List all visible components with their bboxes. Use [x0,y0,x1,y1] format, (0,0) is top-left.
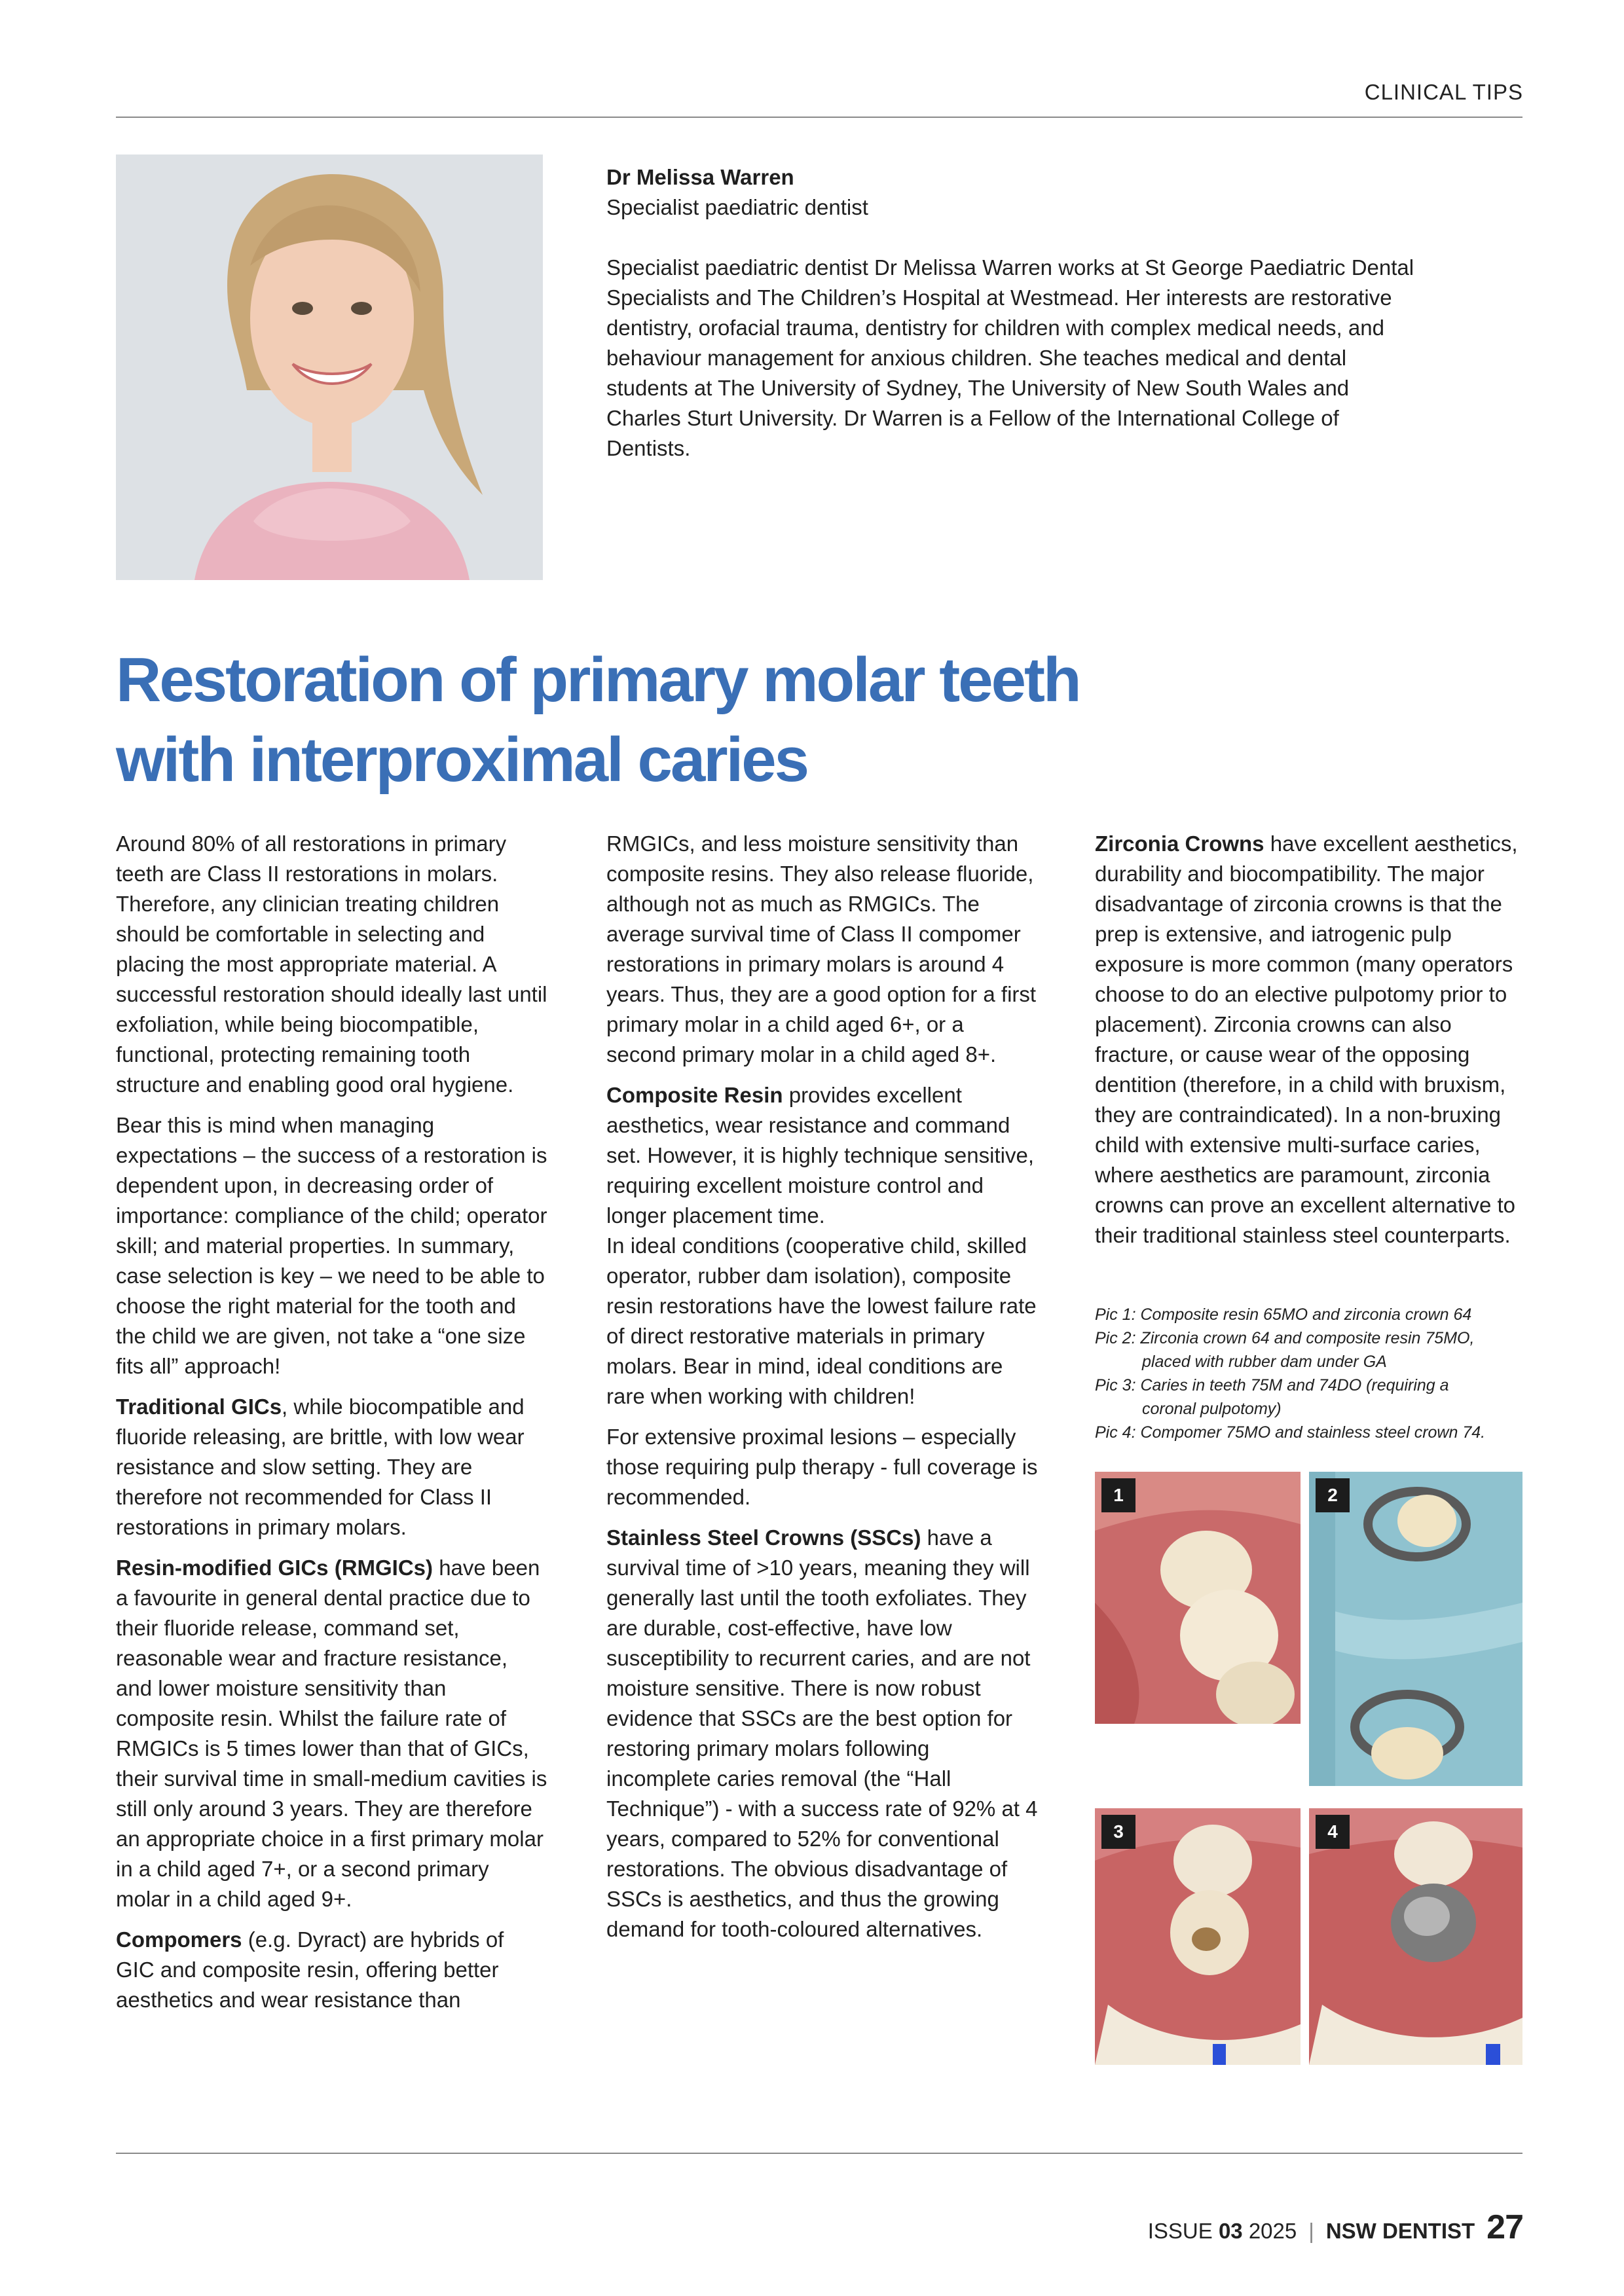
photo-number: 4 [1316,1815,1350,1849]
column-1 [116,829,548,2026]
clinical-photo-2 [1309,1472,1522,1786]
section-label: CLINICAL TIPS [1364,80,1523,104]
header-rule [116,117,1522,118]
caption-1: Pic 1: Composite resin 65MO and zirconia crown 64 [1095,1305,1472,1324]
clinical-photo-4 [1309,1808,1522,2065]
paragraph: Resin-modified GICs (RMGICs) have been a favourite in general dental practice due to their fluoride release, command set, reasonable wear and fracture resistance, and lower moisture sensitivity than composite resin. Whilst the failure rate of RMGICs is 5 times lower than that of GICs, their survival time in small-medium cavities is still only around 3 years. They are therefore an appropriate choice in a first primary molar in a child aged 7+, or a second primary molar in a child aged 9+. [116,1556,547,1911]
paragraph: Compomers (e.g. Dyract) are hybrids of GIC and composite resin, offering better aesthetics and wear resistance than [116,1927,504,2012]
paragraph: Zirconia Crowns have excellent aesthetics, durability and biocompatibility. The major disadvantage of zirconia crowns is that the prep is extensive, and iatrogenic pulp exposure is more common (many operators choose to do an elective pulpotomy prior to placement). Zirconia crowns can also fracture, or cause wear of the opposing dentition (therefore, in a child with bruxism, they are contraindicated). In a non-bruxing child with extensive multi-surface caries, where aesthetics are paramount, zirconia crowns can prove an excellent alternative to their traditional stainless steel counterparts. [1095,831,1518,1247]
term: Composite Resin [606,1083,783,1107]
paragraph: Traditional GICs, while biocompatible and fluoride releasing, are brittle, with low wear resistance and slow setting. They are therefore not recommended for Class II restorations in primary molars. [116,1394,525,1539]
article-title-line1: Restoration of primary molar teeth [116,645,1080,715]
photo-number: 3 [1101,1815,1135,1849]
author-bio [606,162,1418,464]
page-number: 27 [1486,2208,1523,2246]
term: Resin-modified GICs (RMGICs) [116,1556,434,1580]
term: Zirconia Crowns [1095,831,1264,856]
article-title [116,640,1164,800]
caption-3: Pic 3: Caries in teeth 75M and 74DO (requiring a [1095,1376,1449,1394]
author-role: Specialist paediatric dentist [606,195,868,219]
paragraph: Around 80% of all restorations in primary teeth are Class II restorations in molars. Therefore, any clinician treating children should be comfortable in selecting and placing the most appropriate material. A successful restoration should ideally last until exfoliation, while being biocompatible, functional, protecting remaining tooth structure and enabling good oral hygiene. [116,831,547,1097]
article-title-line2: with interproximal caries [116,725,808,795]
term: Stainless Steel Crowns (SSCs) [606,1525,921,1550]
issue-info: ISSUE 03 2025 [1147,2219,1297,2243]
caption-2: Pic 2: Zirconia crown 64 and composite resin 75MO, [1095,1329,1475,1347]
paragraph: Stainless Steel Crowns (SSCs) have a survival time of >10 years, meaning they will generally last until the tooth exfoliates. They are durable, cost-effective, have low susceptibility to recurrent caries, and are not moisture sensitive. There is now robust evidence that SSCs are the best option for restoring primary molars following incomplete caries removal (the “Hall Technique”) - with a success rate of 92% at 4 years, compared to 52% for conventional restorations. The obvious disadvantage of SSCs is aesthetics, and thus the growing demand for tooth-coloured alternatives. [606,1525,1038,1941]
page-footer [1148,2208,1523,2247]
paragraph: For extensive proximal lesions – especially those requiring pulp therapy - full coverage is recommended. [606,1425,1038,1509]
paragraph: In ideal conditions (cooperative child, skilled operator, rubber dam isolation), composite resin restorations have the lowest failure rate of direct restorative materials in primary molars. Bear in mind, ideal conditions are rare when working with children! [606,1233,1037,1408]
author-portrait [116,155,543,580]
footer-rule [116,2153,1522,2154]
column-2 [606,829,1039,1955]
term: Traditional GICs [116,1394,282,1419]
caption-3-cont: coronal pulpotomy) [1142,1400,1282,1418]
photo-number: 1 [1101,1478,1135,1512]
paragraph: Bear this is mind when managing expectations – the success of a restoration is dependent upon, in decreasing order of importance: compliance of the child; operator skill; and material properties. In summary, case selection is key – we need to be able to choose the right material for the tooth and the child we are given, not take a “one size fits all” approach! [116,1113,547,1378]
caption-4: Pic 4: Compomer 75MO and stainless steel crown 74. [1095,1423,1486,1442]
caption-2-cont: placed with rubber dam under GA [1142,1353,1387,1371]
footer-separator: | [1308,2219,1314,2243]
photo-number: 2 [1316,1478,1350,1512]
clinical-photo-1 [1095,1472,1301,1724]
clinical-photo-3 [1095,1808,1301,2065]
magazine-name: NSW DENTIST [1325,2219,1475,2243]
author-name: Dr Melissa Warren [606,165,794,189]
term: Compomers [116,1927,242,1952]
paragraph: Composite Resin provides excellent aesthetics, wear resistance and command set. However, it is highly technique sensitive, requiring excellent moisture control and longer placement time. [606,1083,1034,1228]
author-bio-text: Specialist paediatric dentist Dr Melissa Warren works at St George Paediatric Dental Specialists and The Children’s Hospital at Westmead. Her interests are restorative dentistry, orofacial trauma, dentistry for children with complex medical needs, and behaviour management for anxious children. She teaches medical and dental students at The University of Sydney, The University of New South Wales and Charles Sturt University. Dr Warren is a Fellow of the International College of Dentists. [606,255,1414,460]
paragraph: RMGICs, and less moisture sensitivity than composite resins. They also release fluoride, although not as much as RMGICs. The average survival time of Class II compomer restorations in primary molars is around 4 years. Thus, they are a good option for a first primary molar in a child aged 6+, or a second primary molar in a child aged 8+. [606,831,1037,1066]
photo-captions [1095,1303,1527,1444]
column-3 [1095,829,1527,1261]
